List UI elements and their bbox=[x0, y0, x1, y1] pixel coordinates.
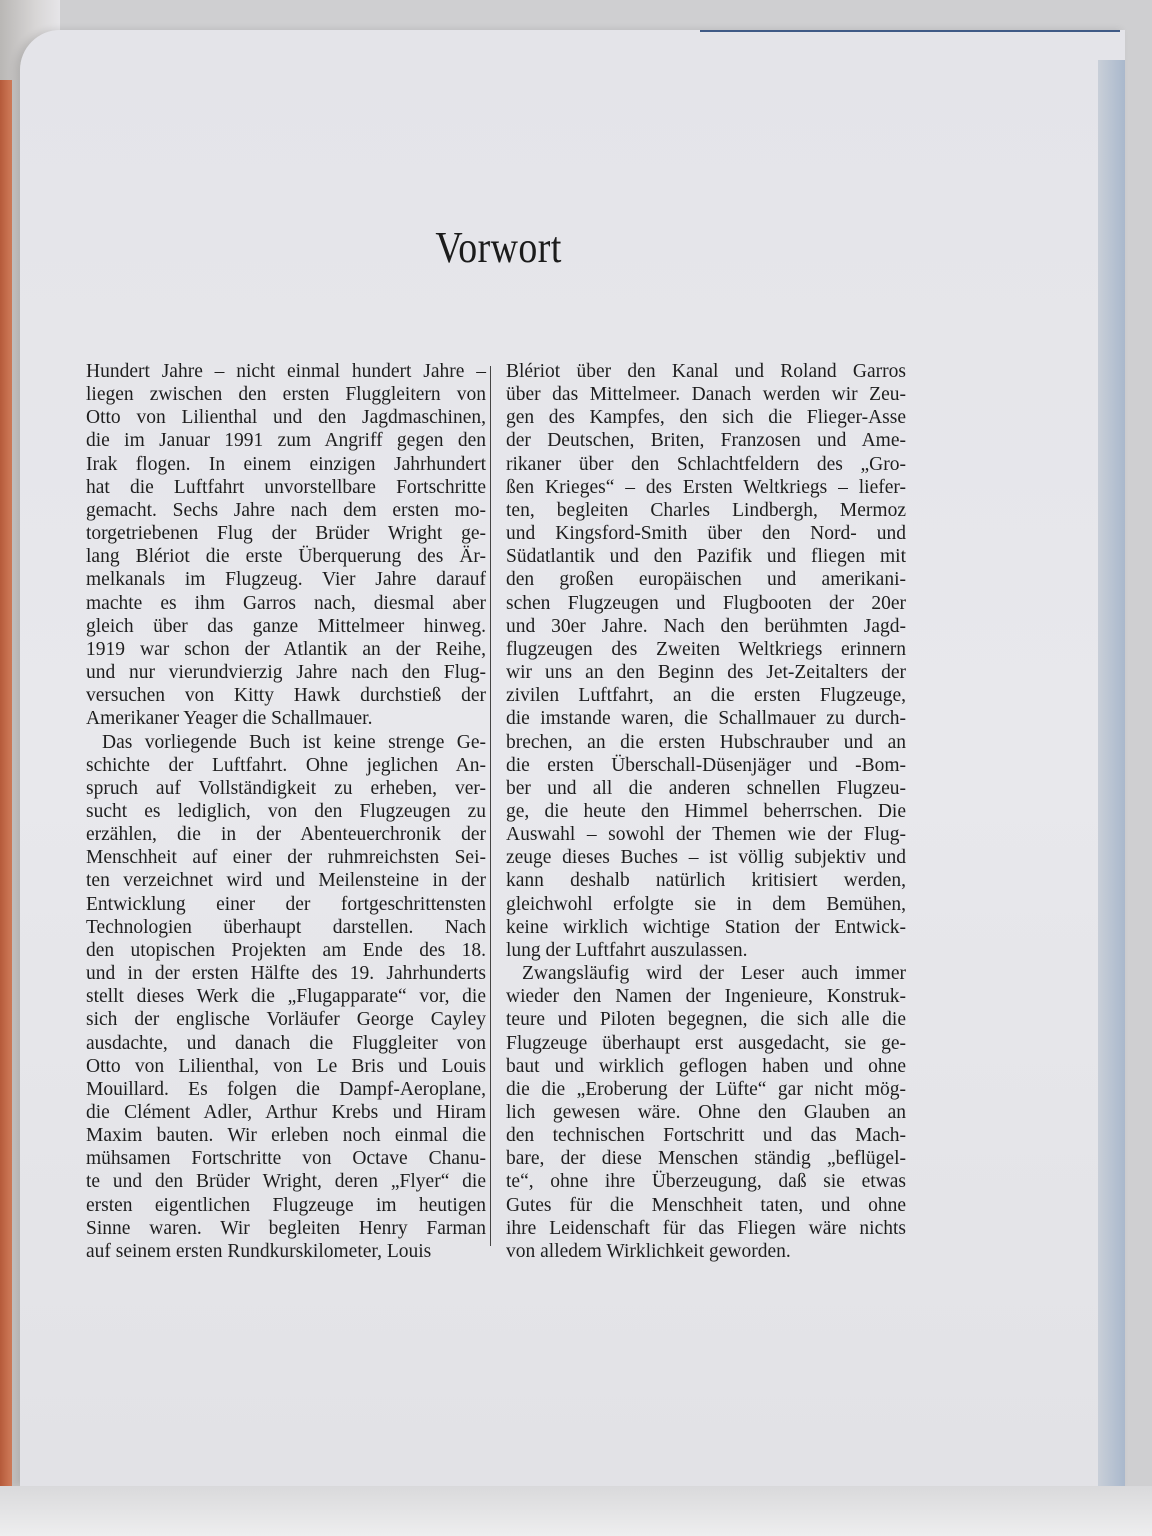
text-line: den großen europäischen und amerikani- bbox=[506, 569, 906, 591]
text-line: wir uns an den Beginn des Jet-Zeitalters der bbox=[506, 662, 906, 684]
text-line: die ersten Überschall-Düsenjäger und -Bom- bbox=[506, 754, 906, 776]
text-line: Otto von Lilienthal und den Jagdmaschinen, bbox=[86, 407, 486, 429]
text-line: lang Blériot die erste Überquerung des Är- bbox=[86, 546, 486, 568]
text-line: von alledem Wirklichkeit geworden. bbox=[506, 1240, 791, 1262]
text-line: Gutes für die Menschheit taten, und ohne bbox=[506, 1194, 906, 1216]
text-line: Zwangsläufig wird der Leser auch immer bbox=[522, 963, 906, 985]
text-line: lich gewesen wäre. Ohne den Glauben an bbox=[506, 1102, 906, 1123]
text-line: und Kingsford-Smith über den Nord- und bbox=[506, 523, 906, 545]
text-line: Technologien überhaupt darstellen. Nach bbox=[86, 916, 486, 938]
text-line: ßen Krieges“ – des Ersten Weltkriegs – liefer- bbox=[506, 476, 906, 498]
text-line: gleich über das ganze Mittelmeer hinweg. bbox=[86, 615, 486, 637]
page-title: Vorwort bbox=[435, 223, 562, 272]
text-line: ge, die heute den Himmel beherrschen. Die bbox=[506, 800, 906, 822]
text-line: auf seinem ersten Rundkurskilometer, Louis bbox=[86, 1240, 432, 1262]
text-column-left bbox=[86, 360, 486, 1263]
text-line: gemacht. Sechs Jahre nach dem ersten mo- bbox=[86, 499, 486, 521]
table-surface bbox=[0, 1486, 1152, 1536]
text-line: bare, der diese Menschen ständig „beflügel- bbox=[506, 1148, 906, 1170]
text-line: lung der Luftfahrt auszulassen. bbox=[506, 939, 748, 961]
text-line: rikaner über den Schlachtfeldern des „Gro- bbox=[506, 453, 906, 475]
text-line: die Clément Adler, Arthur Krebs und Hiram bbox=[86, 1102, 486, 1123]
text-line: Das vorliegende Buch ist keine strenge Ge- bbox=[102, 731, 486, 753]
text-line: ersten eigentlichen Flugzeuge im heutigen bbox=[86, 1194, 486, 1216]
text-line: keine wirklich wichtige Station der Entwick- bbox=[506, 916, 906, 938]
text-line: und nur vierundvierzig Jahre nach den Flug- bbox=[86, 662, 486, 684]
text-line: sich der englische Vorläufer George Cayley bbox=[86, 1009, 486, 1031]
text-line: den technischen Fortschritt und das Mach- bbox=[506, 1125, 906, 1147]
text-line: die imstande waren, die Schallmauer zu durch- bbox=[506, 708, 906, 730]
text-line: ausdachte, und danach die Fluggleiter von bbox=[86, 1032, 486, 1054]
text-line: und in der ersten Hälfte des 19. Jahrhunderts bbox=[86, 963, 486, 985]
text-line: melkanals im Flugzeug. Vier Jahre darauf bbox=[86, 569, 486, 591]
text-line: Auswahl – sowohl der Themen wie der Flug- bbox=[506, 824, 906, 846]
text-line: brechen, an die ersten Hubschrauber und an bbox=[506, 731, 906, 753]
text-line: zivilen Luftfahrt, an die ersten Flugzeuge, bbox=[506, 685, 906, 707]
text-line: schichte der Luftfahrt. Ohne jeglichen An- bbox=[86, 754, 486, 776]
text-line: ten, begleiten Charles Lindbergh, Mermoz bbox=[506, 499, 906, 521]
text-line: Flugzeuge überhaupt erst ausgedacht, sie ge- bbox=[506, 1032, 906, 1054]
cover-rule bbox=[700, 30, 1120, 32]
text-line: über das Mittelmeer. Danach werden wir Zeu- bbox=[506, 384, 906, 406]
text-line: gen des Kampfes, den sich die Flieger-Asse bbox=[506, 407, 906, 429]
text-line: baut und wirklich geflogen haben und ohne bbox=[506, 1055, 906, 1077]
text-line: te und den Brüder Wright, deren „Flyer“ die bbox=[86, 1171, 486, 1193]
page-edge bbox=[1098, 60, 1125, 1516]
text-line: der Deutschen, Briten, Franzosen und Ame- bbox=[506, 430, 906, 452]
text-line: erzählen, die in der Abenteuerchronik der bbox=[86, 824, 486, 846]
text-line: die die „Eroberung der Lüfte“ gar nicht mög- bbox=[506, 1078, 906, 1100]
text-line: torgetriebenen Flug der Brüder Wright ge- bbox=[86, 523, 486, 545]
book-spine bbox=[0, 80, 12, 1536]
text-line: versuchen von Kitty Hawk durchstieß der bbox=[86, 685, 486, 707]
text-line: die im Januar 1991 zum Angriff gegen den bbox=[86, 430, 486, 452]
text-line: te“, ohne ihre Überzeugung, daß sie etwas bbox=[506, 1171, 906, 1193]
text-line: ihre Leidenschaft für das Fliegen wäre nichts bbox=[506, 1217, 906, 1239]
text-line: mühsamen Fortschritte von Octave Chanu- bbox=[86, 1148, 486, 1170]
text-line: flugzeugen des Zweiten Weltkriegs erinnern bbox=[506, 638, 906, 660]
text-line: gleichwohl erfolgte sie in dem Bemühen, bbox=[506, 893, 906, 915]
text-line: Amerikaner Yeager die Schallmauer. bbox=[86, 708, 373, 730]
text-line: kann deshalb natürlich kritisiert werden, bbox=[506, 870, 906, 892]
text-line: Irak flogen. In einem einzigen Jahrhundert bbox=[86, 453, 486, 475]
text-line: Maxim bauten. Wir erleben noch einmal die bbox=[86, 1125, 486, 1147]
text-line: Menschheit auf einer der ruhmreichsten Sei- bbox=[86, 847, 486, 869]
text-line: spruch auf Vollständigkeit zu erheben, ver- bbox=[86, 777, 486, 799]
text-line: und 30er Jahre. Nach den berühmten Jagd- bbox=[506, 615, 906, 637]
text-line: den utopischen Projekten am Ende des 18. bbox=[86, 939, 486, 961]
text-line: machte es ihm Garros nach, diesmal aber bbox=[86, 592, 486, 614]
text-line: Südatlantik und den Pazifik und fliegen mit bbox=[506, 546, 906, 568]
text-line: sucht es lediglich, von den Flugzeugen zu bbox=[86, 800, 486, 822]
text-column-right bbox=[506, 360, 906, 1263]
text-line: Blériot über den Kanal und Roland Garros bbox=[506, 361, 906, 382]
text-line: 1919 war schon der Atlantik an der Reihe, bbox=[86, 638, 486, 660]
text-line: stellt dieses Werk die „Flugapparate“ vor, die bbox=[86, 986, 486, 1008]
text-line: Hundert Jahre – nicht einmal hundert Jahre – bbox=[86, 361, 486, 382]
column-divider bbox=[490, 366, 491, 1246]
text-line: liegen zwischen den ersten Fluggleitern von bbox=[86, 384, 486, 406]
text-line: schen Flugzeugen und Flugbooten der 20er bbox=[506, 592, 906, 614]
text-line: Sinne waren. Wir begleiten Henry Farman bbox=[86, 1217, 486, 1239]
text-line: wieder den Namen der Ingenieure, Konstruk- bbox=[506, 986, 906, 1008]
text-line: hat die Luftfahrt unvorstellbare Fortschritte bbox=[86, 476, 486, 498]
text-line: Entwicklung einer der fortgeschrittensten bbox=[86, 893, 486, 915]
text-line: Otto von Lilienthal, von Le Bris und Louis bbox=[86, 1055, 486, 1077]
text-line: ber und all die anderen schnellen Flugzeu- bbox=[506, 777, 906, 799]
text-line: zeuge dieses Buches – ist völlig subjektiv und bbox=[506, 847, 906, 869]
text-line: teure und Piloten begegnen, die sich alle die bbox=[506, 1009, 906, 1031]
text-line: ten verzeichnet wird und Meilensteine in der bbox=[86, 870, 486, 892]
text-line: Mouillard. Es folgen die Dampf-Aeroplane, bbox=[86, 1078, 486, 1100]
